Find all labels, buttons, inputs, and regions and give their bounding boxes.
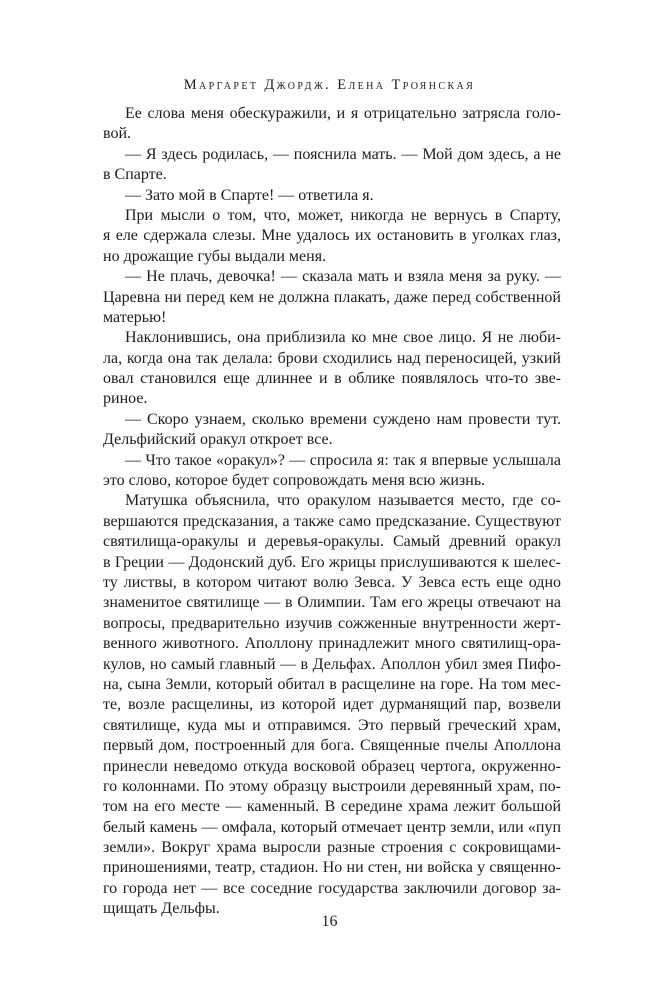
text-line: я еле сдержала слезы. Мне удалось их остановить в уголках глаз,: [103, 227, 561, 245]
page-number: 16: [321, 913, 338, 930]
text-line: вой.: [103, 125, 132, 143]
text-line: святилища-оракулы и деревья-оракулы. Самый древний оракул: [103, 533, 561, 551]
text-line: в Спарте.: [103, 166, 167, 184]
text-line: в Греции — Додонский дуб. Его жрицы прислушиваются к шелес-: [103, 553, 561, 571]
text-line: белый камень — омфала, который отмечает центр земли, или «пуп: [103, 818, 561, 836]
text-line: го города нет — все соседние государства заключили договор за-: [103, 879, 561, 897]
text-line: — Не плачь, девочка! — сказала мать и взяла меня за руку. —: [125, 268, 561, 286]
text-line: ту листвы, в котором читают волю Зевса. У Зевса есть еще одно: [103, 573, 561, 591]
text-line: Дельфийский оракул откроет все.: [103, 431, 333, 449]
text-line: знаменитое святилище — в Олимпии. Там его жрецы отвечают на: [103, 594, 561, 612]
text-line: овал становился еще длиннее и в облике появлялось что-то зве-: [103, 370, 561, 388]
text-line: святилище, куда мы и отправимся. Это первый греческий храм,: [103, 716, 561, 734]
text-line: Матушка объяснила, что оракулом называется место, где со-: [125, 492, 561, 510]
text-line: — Скоро узнаем, сколько времени суждено нам провести тут.: [125, 410, 561, 428]
text-line: ла, когда она так делала: брови сходились над переносицей, узкий: [103, 349, 561, 367]
text-line: Царевна ни перед кем не должна плакать, даже перед собственной: [103, 288, 561, 306]
text-line: на, сына Земли, который обитал в расщелине на горе. На том мес-: [103, 675, 561, 693]
body-text: [103, 104, 561, 920]
text-line: щищать Дельфы.: [103, 900, 220, 918]
text-line: кулов, но самый главный — в Дельфах. Аполлон убил змея Пифо-: [103, 655, 561, 673]
running-head: Маргарет Джордж. Елена Троянская: [183, 77, 476, 93]
text-line: принесли неведомо откуда восковой образец чертога, окруженно-: [103, 757, 561, 775]
text-line: это слово, которое будет сопровождать меня всю жизнь.: [103, 472, 486, 490]
text-line: — Что такое «оракул»? — спросила я: так я впервые услышала: [125, 451, 561, 469]
text-line: вопросы, предварительно изучив сожженные внутренности жерт-: [103, 614, 561, 632]
text-line: приношениями, театр, стадион. Но ни стен, ни войска у священно-: [103, 859, 561, 877]
text-line: том на его месте — каменный. В середине храма лежит большой: [103, 798, 561, 816]
text-line: риное.: [103, 390, 148, 408]
text-line: первый дом, построенный для бога. Священные пчелы Аполлона: [103, 737, 561, 755]
text-line: те, возле расщелины, из которой идет дурманящий пар, возвели: [103, 696, 561, 714]
text-line: го колоннами. По этому образцу выстроили деревянный храм, по-: [103, 777, 561, 795]
text-line: земли». Вокруг храма выросли разные строения с сокровищами-: [103, 839, 561, 857]
text-line: Ее слова меня обескуражили, и я отрицательно затрясла голо-: [125, 105, 561, 122]
text-line: венного животного. Аполлону принадлежит много святилищ-ора-: [103, 635, 561, 653]
text-line: — Зато мой в Спарте! — ответила я.: [125, 186, 374, 204]
text-line: При мысли о том, что, может, никогда не вернусь в Спарту,: [125, 206, 561, 224]
text-line: — Я здесь родилась, — пояснила мать. — Мой дом здесь, а не: [125, 145, 561, 163]
text-line: Наклонившись, она приблизила ко мне свое лицо. Я не люби-: [125, 329, 561, 347]
text-line: вершаются предсказания, а также само предсказание. Существуют: [103, 512, 561, 530]
text-line: матерью!: [103, 308, 167, 326]
text-line: но дрожащие губы выдали меня.: [103, 247, 327, 265]
